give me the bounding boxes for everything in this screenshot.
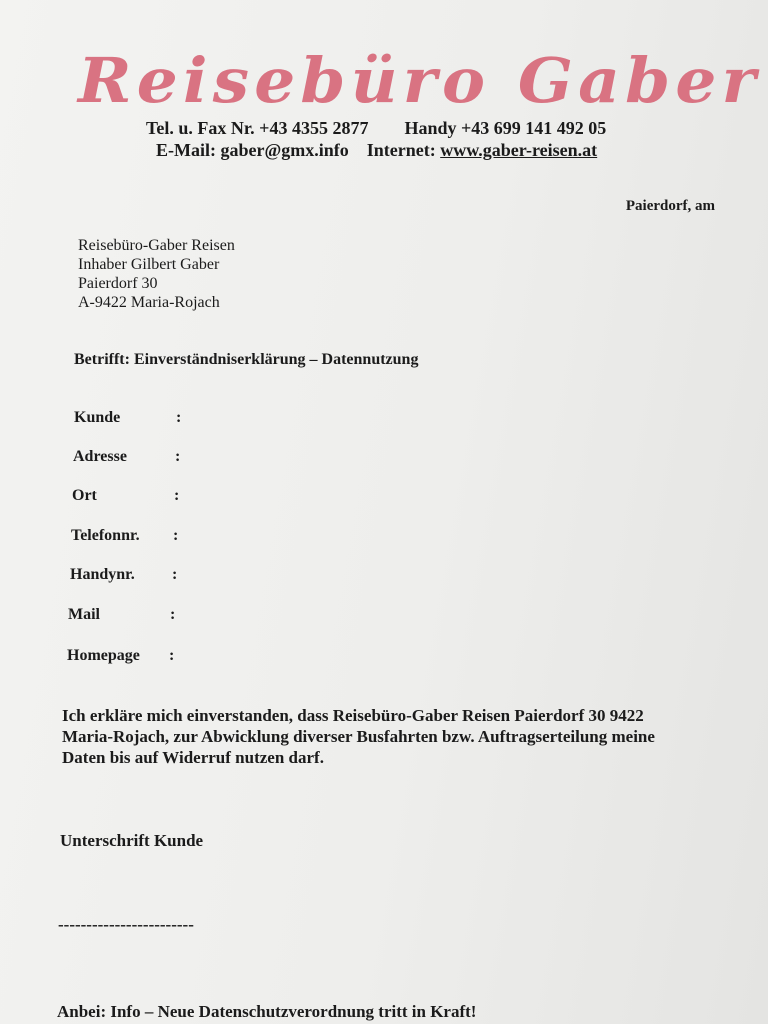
field-label: Telefonnr.	[71, 527, 140, 544]
field-label: Handynr.	[70, 566, 135, 583]
address-line: Inhaber Gilbert Gaber	[78, 256, 220, 273]
signature-line: ------------------------	[58, 915, 194, 934]
declaration-line: Ich erkläre mich einverstanden, dass Reisebüro-Gaber Reisen Paierdorf 30 9422	[62, 706, 644, 725]
website-link[interactable]: www.gaber-reisen.at	[440, 140, 598, 160]
tel-fax-text: Tel. u. Fax Nr. +43 4355 2877	[146, 118, 369, 138]
field-colon: :	[175, 448, 181, 465]
field-colon: :	[169, 647, 175, 664]
recipient-address	[78, 236, 235, 312]
field-colon: :	[170, 606, 176, 623]
internet-label: Internet:	[366, 140, 436, 160]
field-kunde	[74, 409, 181, 427]
footer-note: Anbei: Info – Neue Datenschutzverordnung tritt in Kraft!	[57, 1002, 477, 1021]
field-colon: :	[173, 527, 179, 544]
field-mail	[68, 606, 175, 624]
field-colon: :	[174, 487, 180, 504]
field-ort	[72, 487, 179, 505]
contact-line-phone	[146, 118, 606, 139]
field-homepage	[67, 647, 174, 665]
field-colon: :	[176, 409, 182, 426]
address-line: A-9422 Maria-Rojach	[78, 294, 220, 311]
field-label: Homepage	[67, 647, 140, 664]
email-text: E-Mail: gaber@gmx.info	[156, 140, 349, 160]
field-label: Adresse	[73, 448, 127, 465]
field-label: Kunde	[74, 409, 121, 426]
signature-label: Unterschrift Kunde	[60, 831, 204, 850]
address-line: Paierdorf 30	[78, 275, 158, 292]
handy-text: Handy +43 699 141 492 05	[404, 118, 607, 138]
address-line: Reisebüro-Gaber Reisen	[78, 237, 235, 254]
declaration-line: Maria-Rojach, zur Abwicklung diverser Busfahrten bzw. Auftragserteilung meine	[62, 727, 655, 746]
brand-logo: Reisebüro Gaber	[78, 44, 761, 117]
consent-declaration	[62, 705, 655, 768]
field-label: Mail	[68, 606, 100, 623]
field-label: Ort	[72, 487, 97, 504]
place-date: Paierdorf, am	[625, 198, 715, 214]
field-adresse	[73, 448, 180, 466]
field-handynr	[70, 566, 177, 584]
contact-line-web	[156, 140, 597, 161]
declaration-line: Daten bis auf Widerruf nutzen darf.	[62, 748, 324, 767]
field-colon: :	[172, 566, 178, 583]
subject-line: Betrifft: Einverständniserklärung – Datennutzung	[74, 351, 419, 368]
field-telefonnr	[71, 527, 178, 545]
